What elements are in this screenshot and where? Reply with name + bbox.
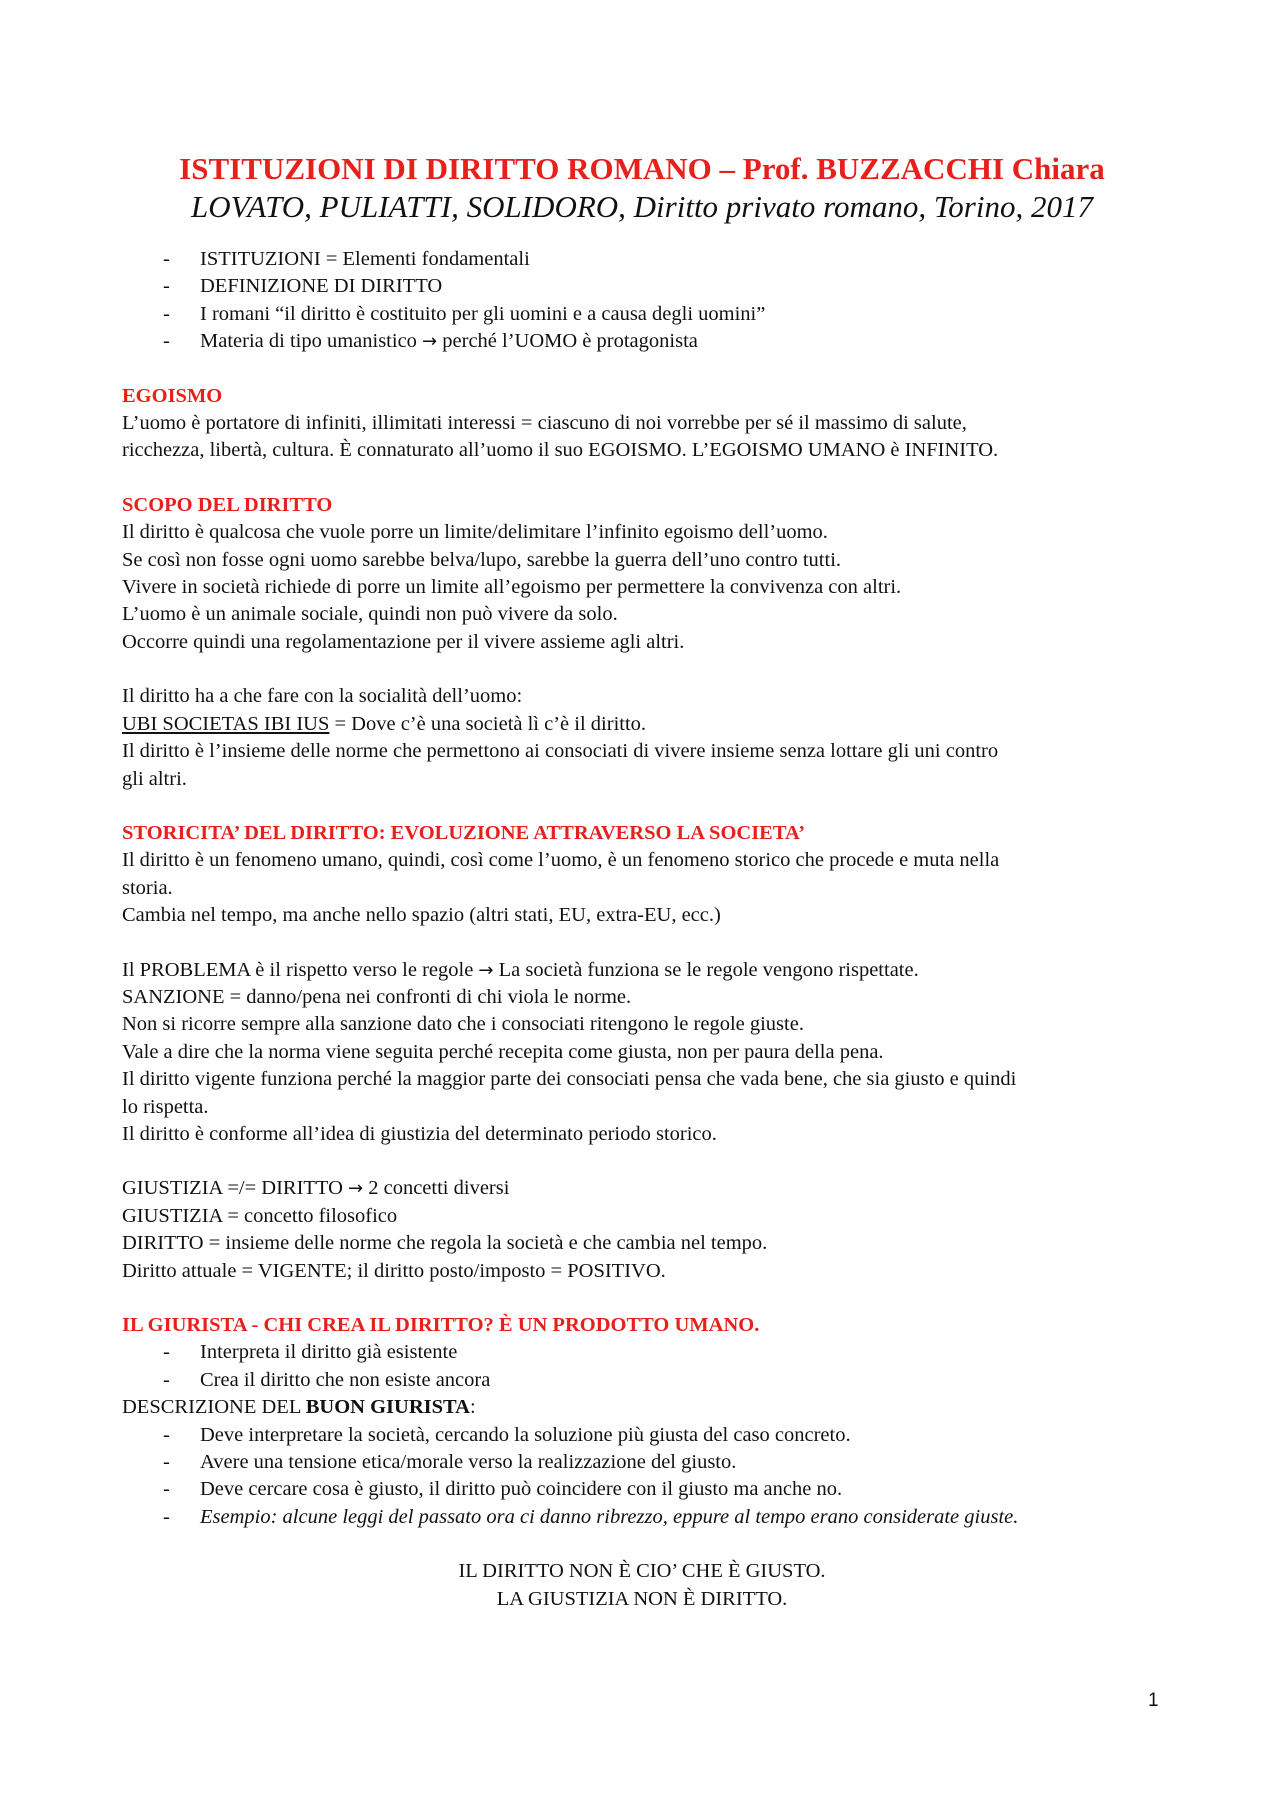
intro-list [122,246,1162,356]
list-item: - Crea il diritto che non esiste ancora [122,1367,1162,1394]
list-item: - Deve interpretare la società, cercando la soluzione più giusta del caso concreto. [122,1422,1162,1449]
paragraph-line: Il diritto vigente funziona perché la maggior parte dei consociati pensa che vada bene, che sia giusto e quindi [122,1068,1017,1091]
line-text: DESCRIZIONE DEL [122,1396,306,1419]
section-heading-giurista: IL GIURISTA - CHI CREA IL DIRITTO? È UN PRODOTTO UMANO. [122,1314,760,1336]
paragraph-line: L’uomo è portatore di infiniti, illimitati interessi = ciascuno di noi vorrebbe per sé il massimo di salute, [122,412,967,435]
closing-line: LA GIUSTIZIA NON È DIRITTO. [496,1587,788,1610]
closing-line: IL DIRITTO NON È CIO’ CHE È GIUSTO. [458,1560,826,1583]
paragraph-line: storia. [122,876,173,899]
paragraph-line: L’uomo è un animale sociale, quindi non può vivere da solo. [122,603,618,626]
paragraph-line [122,711,1162,738]
buon-giurista-list [122,1422,1162,1532]
document-subtitle: LOVATO, PULIATTI, SOLIDORO, Diritto privato romano, Torino, 2017 [191,189,1093,224]
paragraph-line: Il diritto è conforme all’idea di giustizia del determinato periodo storico. [122,1122,717,1145]
paragraph-line: Vivere in società richiede di porre un limite all’egoismo per permettere la convivenza con altri. [122,576,902,599]
bold-term: BUON GIURISTA [305,1396,470,1419]
list-item-text: Materia di tipo umanistico [200,330,423,353]
section-heading-storicita: STORICITA’ DEL DIRITTO: EVOLUZIONE ATTRAVERSO LA SOCIETA’ [122,821,806,844]
paragraph-line: Se così non fosse ogni uomo sarebbe belva/lupo, sarebbe la guerra dell’uno contro tutti. [122,548,842,571]
list-item: - I romani “il diritto è costituito per gli uomini e a causa degli uomini” [122,301,1162,328]
line-text: GIUSTIZIA =/= DIRITTO [122,1177,349,1200]
arrow-right-icon: → [348,1178,364,1200]
paragraph-line: SANZIONE = danno/pena nei confronti di chi viola le norme. [122,985,632,1008]
paragraph-line: Il diritto è un fenomeno umano, quindi, così come l’uomo, è un fenomeno storico che procede e muta nella [122,849,1000,872]
paragraph-line: Vale a dire che la norma viene seguita perché recepita come giusta, non per paura della pena. [122,1040,884,1063]
paragraph-line: Diritto attuale = VIGENTE; il diritto posto/imposto = POSITIVO. [122,1259,666,1282]
paragraph-line: Occorre quindi una regolamentazione per il vivere assieme agli altri. [122,630,685,653]
arrow-right-icon: → [478,959,494,981]
list-item [122,328,1162,355]
list-item-example: - Esempio: alcune leggi del passato ora ci danno ribrezzo, eppure al tempo erano considerate giuste. [122,1504,1162,1531]
section-heading-scopo: SCOPO DEL DIRITTO [122,493,333,516]
arrow-right-icon: → [422,331,438,353]
list-item: - Avere una tensione etica/morale verso la realizzazione del giusto. [122,1449,1162,1476]
paragraph-line: Non si ricorre sempre alla sanzione dato che i consociati ritengono le regole giuste. [122,1013,804,1036]
paragraph-line [122,1175,1162,1202]
list-item: - Deve cercare cosa è giusto, il diritto può coincidere con il giusto ma anche no. [122,1476,1162,1503]
paragraph-line: Il diritto è qualcosa che vuole porre un limite/delimitare l’infinito egoismo dell’uomo. [122,521,828,544]
list-item: - ISTITUZIONI = Elementi fondamentali [122,246,1162,273]
document-title: ISTITUZIONI DI DIRITTO ROMANO – Prof. BUZZACCHI Chiara [179,151,1105,186]
paragraph-line [122,1394,1162,1421]
line-text: Il PROBLEMA è il rispetto verso le regole [122,958,479,981]
paragraph-line: DIRITTO = insieme delle norme che regola la società e che cambia nel tempo. [122,1232,768,1255]
list-item: - Interpreta il diritto già esistente [122,1339,1162,1366]
page-number: 1 [1148,1690,1159,1711]
document-page [122,150,1162,1613]
list-item: - DEFINIZIONE DI DIRITTO [122,273,1162,300]
giurista-list [122,1339,1162,1394]
paragraph-line: ricchezza, libertà, cultura. È connaturato all’uomo il suo EGOISMO. L’EGOISMO UMANO è INFINITO. [122,439,999,462]
line-text: La società funziona se le regole vengono rispettate. [493,958,919,981]
line-text: : [469,1396,476,1419]
paragraph-line: Il diritto ha a che fare con la socialità dell’uomo: [122,685,523,708]
paragraph-line: gli altri. [122,767,187,790]
section-heading-egoismo: EGOISMO [122,384,223,407]
underlined-motto: UBI SOCIETAS IBI IUS [122,712,330,735]
paragraph-line: Il diritto è l’insieme delle norme che permettono ai consociati di vivere insieme senza lottare gli uni contro [122,740,999,763]
motto-definition: = Dove c’è una società lì c’è il diritto. [329,712,647,735]
paragraph-line: lo rispetta. [122,1095,209,1118]
paragraph-line: Cambia nel tempo, ma anche nello spazio (altri stati, EU, extra-EU, ecc.) [122,904,721,927]
line-text: 2 concetti diversi [363,1177,510,1200]
paragraph-line: GIUSTIZIA = concetto filosofico [122,1204,398,1227]
paragraph-line [122,957,1162,984]
list-item-text: perché l’UOMO è protagonista [437,330,698,353]
